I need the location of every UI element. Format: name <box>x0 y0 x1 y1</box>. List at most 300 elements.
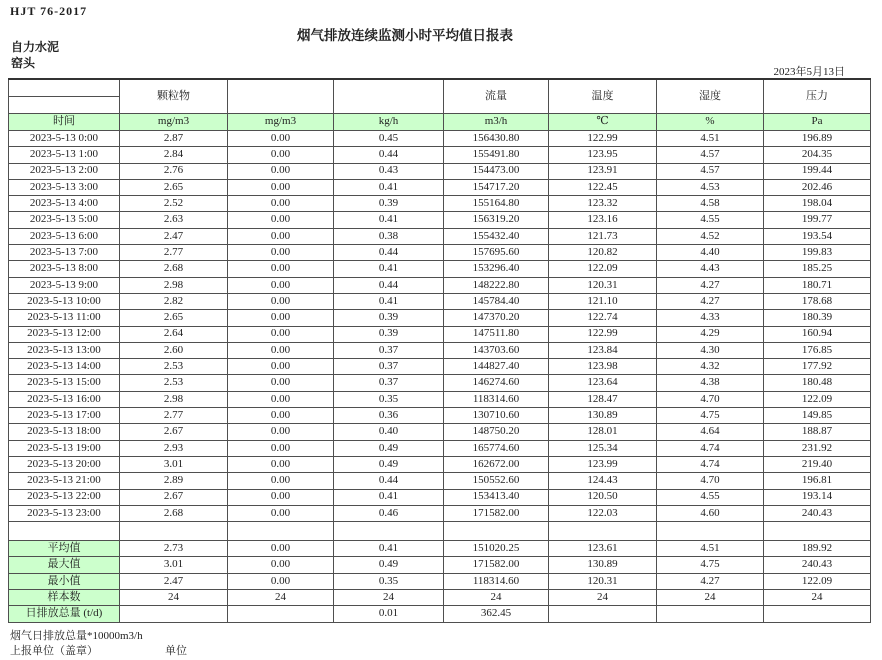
value-cell: 154473.00 <box>444 163 549 179</box>
value-cell: 0.38 <box>334 228 444 244</box>
table-row <box>9 212 871 228</box>
summary-label-cell: 日排放总量 (t/d) <box>9 606 120 622</box>
summary-value-cell: 24 <box>120 590 228 606</box>
value-cell: 128.01 <box>549 424 657 440</box>
time-cell: 2023-5-13 12:00 <box>9 326 120 342</box>
table-row <box>9 456 871 472</box>
value-cell: 0.00 <box>228 147 334 163</box>
report-table <box>8 78 871 623</box>
value-cell: 153413.40 <box>444 489 549 505</box>
value-cell: 160.94 <box>764 326 871 342</box>
value-cell: 0.00 <box>228 342 334 358</box>
value-cell: 4.70 <box>657 391 764 407</box>
value-cell: 2.77 <box>120 408 228 424</box>
value-cell: 4.53 <box>657 179 764 195</box>
summary-value-cell: 0.00 <box>228 573 334 589</box>
value-cell: 121.73 <box>549 228 657 244</box>
value-cell: 4.52 <box>657 228 764 244</box>
value-cell: 145784.40 <box>444 293 549 309</box>
summary-value-cell <box>764 606 871 622</box>
value-cell: 0.00 <box>228 196 334 212</box>
value-cell: 147370.20 <box>444 310 549 326</box>
time-cell: 2023-5-13 1:00 <box>9 147 120 163</box>
value-cell: 0.41 <box>334 489 444 505</box>
value-cell: 0.00 <box>228 277 334 293</box>
value-cell: 231.92 <box>764 440 871 456</box>
value-cell: 130.89 <box>549 408 657 424</box>
table-row <box>9 310 871 326</box>
value-cell: 0.49 <box>334 440 444 456</box>
time-cell: 2023-5-13 18:00 <box>9 424 120 440</box>
summary-row <box>9 573 871 589</box>
summary-value-cell <box>228 606 334 622</box>
value-cell: 4.60 <box>657 505 764 521</box>
summary-row <box>9 590 871 606</box>
summary-value-cell: 189.92 <box>764 541 871 557</box>
value-cell: 2.76 <box>120 163 228 179</box>
value-cell: 0.44 <box>334 473 444 489</box>
value-cell: 0.00 <box>228 310 334 326</box>
table-row <box>9 375 871 391</box>
summary-value-cell: 240.43 <box>764 557 871 573</box>
value-cell: 0.41 <box>334 261 444 277</box>
spacer-cell <box>120 522 228 541</box>
unit-celsius: ℃ <box>549 114 657 131</box>
value-cell: 150552.60 <box>444 473 549 489</box>
value-cell: 180.71 <box>764 277 871 293</box>
header-blank-col3 <box>228 79 334 114</box>
summary-value-cell: 24 <box>228 590 334 606</box>
table-row <box>9 196 871 212</box>
summary-value-cell: 123.61 <box>549 541 657 557</box>
summary-label-cell: 最大值 <box>9 557 120 573</box>
value-cell: 2.53 <box>120 359 228 375</box>
table-head <box>9 79 871 131</box>
time-cell: 2023-5-13 5:00 <box>9 212 120 228</box>
summary-value-cell: 171582.00 <box>444 557 549 573</box>
value-cell: 0.00 <box>228 505 334 521</box>
value-cell: 177.92 <box>764 359 871 375</box>
value-cell: 4.27 <box>657 277 764 293</box>
value-cell: 155164.80 <box>444 196 549 212</box>
table-row <box>9 359 871 375</box>
value-cell: 157695.60 <box>444 245 549 261</box>
value-cell: 148222.80 <box>444 277 549 293</box>
spacer-cell <box>334 522 444 541</box>
group-header-row <box>9 79 871 97</box>
value-cell: 2.87 <box>120 131 228 147</box>
value-cell: 180.48 <box>764 375 871 391</box>
table-row <box>9 228 871 244</box>
table-row <box>9 408 871 424</box>
value-cell: 156319.20 <box>444 212 549 228</box>
unit-m3-h: m3/h <box>444 114 549 131</box>
value-cell: 4.29 <box>657 326 764 342</box>
value-cell: 0.00 <box>228 375 334 391</box>
value-cell: 149.85 <box>764 408 871 424</box>
unit-percent: % <box>657 114 764 131</box>
value-cell: 2.65 <box>120 179 228 195</box>
value-cell: 123.91 <box>549 163 657 179</box>
value-cell: 0.49 <box>334 456 444 472</box>
value-cell: 4.43 <box>657 261 764 277</box>
table-row <box>9 293 871 309</box>
value-cell: 143703.60 <box>444 342 549 358</box>
summary-value-cell: 3.01 <box>120 557 228 573</box>
value-cell: 4.32 <box>657 359 764 375</box>
value-cell: 2.47 <box>120 228 228 244</box>
summary-value-cell <box>657 606 764 622</box>
value-cell: 0.00 <box>228 359 334 375</box>
value-cell: 180.39 <box>764 310 871 326</box>
value-cell: 4.38 <box>657 375 764 391</box>
value-cell: 2.60 <box>120 342 228 358</box>
table-row <box>9 342 871 358</box>
value-cell: 2.77 <box>120 245 228 261</box>
header-flow: 流量 <box>444 79 549 114</box>
value-cell: 0.00 <box>228 131 334 147</box>
time-cell: 2023-5-13 10:00 <box>9 293 120 309</box>
value-cell: 125.34 <box>549 440 657 456</box>
unit-label: 单位 <box>165 645 187 657</box>
value-cell: 123.32 <box>549 196 657 212</box>
value-cell: 199.44 <box>764 163 871 179</box>
value-cell: 2.98 <box>120 391 228 407</box>
value-cell: 4.70 <box>657 473 764 489</box>
value-cell: 204.35 <box>764 147 871 163</box>
header-blank-bottom-cell <box>9 97 120 114</box>
value-cell: 2.89 <box>120 473 228 489</box>
summary-value-cell: 0.01 <box>334 606 444 622</box>
time-cell: 2023-5-13 19:00 <box>9 440 120 456</box>
value-cell: 2.93 <box>120 440 228 456</box>
value-cell: 122.09 <box>549 261 657 277</box>
summary-value-cell: 2.73 <box>120 541 228 557</box>
spacer-cell <box>764 522 871 541</box>
summary-value-cell: 24 <box>764 590 871 606</box>
value-cell: 0.00 <box>228 424 334 440</box>
value-cell: 2.68 <box>120 505 228 521</box>
summary-value-cell: 0.49 <box>334 557 444 573</box>
header-humidity: 湿度 <box>657 79 764 114</box>
value-cell: 185.25 <box>764 261 871 277</box>
value-cell: 0.00 <box>228 326 334 342</box>
value-cell: 0.00 <box>228 391 334 407</box>
header-pressure: 压力 <box>764 79 871 114</box>
value-cell: 2.64 <box>120 326 228 342</box>
standard-code: HJT 76-2017 <box>10 4 88 18</box>
value-cell: 0.37 <box>334 375 444 391</box>
summary-value-cell: 0.41 <box>334 541 444 557</box>
value-cell: 0.00 <box>228 456 334 472</box>
time-cell: 2023-5-13 0:00 <box>9 131 120 147</box>
value-cell: 193.14 <box>764 489 871 505</box>
time-cell: 2023-5-13 20:00 <box>9 456 120 472</box>
value-cell: 123.84 <box>549 342 657 358</box>
table-row <box>9 261 871 277</box>
summary-value-cell: 4.75 <box>657 557 764 573</box>
time-cell: 2023-5-13 3:00 <box>9 179 120 195</box>
value-cell: 0.41 <box>334 179 444 195</box>
value-cell: 4.51 <box>657 131 764 147</box>
value-cell: 4.33 <box>657 310 764 326</box>
spacer-cell <box>9 522 120 541</box>
value-cell: 0.37 <box>334 359 444 375</box>
value-cell: 0.40 <box>334 424 444 440</box>
table-row <box>9 179 871 195</box>
summary-row <box>9 541 871 557</box>
data-rows <box>9 131 871 522</box>
summary-label-cell: 最小值 <box>9 573 120 589</box>
spacer-cell <box>549 522 657 541</box>
value-cell: 188.87 <box>764 424 871 440</box>
table-row <box>9 489 871 505</box>
value-cell: 193.54 <box>764 228 871 244</box>
value-cell: 2.52 <box>120 196 228 212</box>
value-cell: 4.40 <box>657 245 764 261</box>
company-name: 自力水泥 <box>11 40 60 54</box>
value-cell: 0.00 <box>228 408 334 424</box>
value-cell: 0.44 <box>334 147 444 163</box>
value-cell: 0.00 <box>228 163 334 179</box>
summary-value-cell: 24 <box>444 590 549 606</box>
summary-value-cell: 0.00 <box>228 541 334 557</box>
summary-value-cell: 2.47 <box>120 573 228 589</box>
value-cell: 0.00 <box>228 440 334 456</box>
report-date: 2023年5月13日 <box>773 66 845 78</box>
value-cell: 144827.40 <box>444 359 549 375</box>
summary-value-cell: 0.00 <box>228 557 334 573</box>
value-cell: 130710.60 <box>444 408 549 424</box>
value-cell: 123.98 <box>549 359 657 375</box>
table-row <box>9 424 871 440</box>
table-row <box>9 505 871 521</box>
footnote: 烟气日排放总量*10000m3/h <box>10 630 143 642</box>
value-cell: 4.64 <box>657 424 764 440</box>
header-particulate: 颗粒物 <box>120 79 228 114</box>
summary-row <box>9 557 871 573</box>
value-cell: 2.98 <box>120 277 228 293</box>
table-row <box>9 440 871 456</box>
summary-value-cell <box>549 606 657 622</box>
value-cell: 122.99 <box>549 326 657 342</box>
table-row <box>9 326 871 342</box>
value-cell: 0.36 <box>334 408 444 424</box>
table-row <box>9 391 871 407</box>
value-cell: 122.99 <box>549 131 657 147</box>
value-cell: 2.67 <box>120 424 228 440</box>
value-cell: 0.37 <box>334 342 444 358</box>
value-cell: 0.39 <box>334 196 444 212</box>
value-cell: 171582.00 <box>444 505 549 521</box>
value-cell: 165774.60 <box>444 440 549 456</box>
report-unit-label: 上报单位（盖章） <box>10 645 98 657</box>
unit-row <box>9 114 871 131</box>
summary-value-cell: 24 <box>334 590 444 606</box>
value-cell: 0.00 <box>228 489 334 505</box>
time-cell: 2023-5-13 13:00 <box>9 342 120 358</box>
value-cell: 0.00 <box>228 212 334 228</box>
summary-label-cell: 平均值 <box>9 541 120 557</box>
table-row <box>9 147 871 163</box>
value-cell: 122.45 <box>549 179 657 195</box>
summary-value-cell: 151020.25 <box>444 541 549 557</box>
summary-rows <box>9 541 871 622</box>
value-cell: 0.00 <box>228 179 334 195</box>
unit-pa: Pa <box>764 114 871 131</box>
value-cell: 155491.80 <box>444 147 549 163</box>
unit-kg-h: kg/h <box>334 114 444 131</box>
table-row <box>9 131 871 147</box>
value-cell: 0.39 <box>334 326 444 342</box>
value-cell: 0.00 <box>228 245 334 261</box>
value-cell: 0.00 <box>228 261 334 277</box>
value-cell: 2.67 <box>120 489 228 505</box>
time-cell: 2023-5-13 11:00 <box>9 310 120 326</box>
monitoring-point: 窑头 <box>11 56 36 70</box>
value-cell: 124.43 <box>549 473 657 489</box>
value-cell: 240.43 <box>764 505 871 521</box>
report-title: 烟气排放连续监测小时平均值日报表 <box>297 28 513 43</box>
spacer-cell <box>444 522 549 541</box>
summary-value-cell: 24 <box>549 590 657 606</box>
table-row <box>9 473 871 489</box>
value-cell: 2.68 <box>120 261 228 277</box>
value-cell: 4.74 <box>657 456 764 472</box>
summary-value-cell: 362.45 <box>444 606 549 622</box>
summary-value-cell: 122.09 <box>764 573 871 589</box>
table-row <box>9 245 871 261</box>
value-cell: 202.46 <box>764 179 871 195</box>
value-cell: 0.44 <box>334 277 444 293</box>
value-cell: 155432.40 <box>444 228 549 244</box>
time-cell: 2023-5-13 23:00 <box>9 505 120 521</box>
summary-value-cell: 4.51 <box>657 541 764 557</box>
summary-value-cell: 120.31 <box>549 573 657 589</box>
value-cell: 199.77 <box>764 212 871 228</box>
spacer-cell <box>657 522 764 541</box>
value-cell: 4.55 <box>657 489 764 505</box>
value-cell: 0.44 <box>334 245 444 261</box>
summary-value-cell: 130.89 <box>549 557 657 573</box>
table-row <box>9 163 871 179</box>
time-cell: 2023-5-13 7:00 <box>9 245 120 261</box>
value-cell: 176.85 <box>764 342 871 358</box>
value-cell: 4.27 <box>657 293 764 309</box>
summary-value-cell: 118314.60 <box>444 573 549 589</box>
spacer-cell <box>228 522 334 541</box>
value-cell: 2.63 <box>120 212 228 228</box>
value-cell: 0.00 <box>228 228 334 244</box>
value-cell: 196.81 <box>764 473 871 489</box>
spacer-section <box>9 522 871 541</box>
time-cell: 2023-5-13 22:00 <box>9 489 120 505</box>
summary-row <box>9 606 871 622</box>
time-cell: 2023-5-13 15:00 <box>9 375 120 391</box>
value-cell: 198.04 <box>764 196 871 212</box>
value-cell: 178.68 <box>764 293 871 309</box>
value-cell: 2.82 <box>120 293 228 309</box>
value-cell: 122.03 <box>549 505 657 521</box>
value-cell: 0.45 <box>334 131 444 147</box>
value-cell: 148750.20 <box>444 424 549 440</box>
value-cell: 0.35 <box>334 391 444 407</box>
time-cell: 2023-5-13 2:00 <box>9 163 120 179</box>
value-cell: 122.74 <box>549 310 657 326</box>
value-cell: 4.55 <box>657 212 764 228</box>
value-cell: 4.58 <box>657 196 764 212</box>
value-cell: 118314.60 <box>444 391 549 407</box>
value-cell: 196.89 <box>764 131 871 147</box>
time-cell: 2023-5-13 4:00 <box>9 196 120 212</box>
time-cell: 2023-5-13 16:00 <box>9 391 120 407</box>
value-cell: 123.16 <box>549 212 657 228</box>
spacer-row <box>9 522 871 541</box>
value-cell: 219.40 <box>764 456 871 472</box>
value-cell: 2.53 <box>120 375 228 391</box>
value-cell: 128.47 <box>549 391 657 407</box>
time-cell: 2023-5-13 9:00 <box>9 277 120 293</box>
value-cell: 0.41 <box>334 212 444 228</box>
value-cell: 154717.20 <box>444 179 549 195</box>
value-cell: 0.41 <box>334 293 444 309</box>
value-cell: 123.64 <box>549 375 657 391</box>
value-cell: 121.10 <box>549 293 657 309</box>
value-cell: 2.84 <box>120 147 228 163</box>
value-cell: 0.00 <box>228 293 334 309</box>
value-cell: 4.57 <box>657 147 764 163</box>
time-column-header: 时间 <box>9 114 120 131</box>
value-cell: 123.95 <box>549 147 657 163</box>
header-blank-col4 <box>334 79 444 114</box>
value-cell: 4.74 <box>657 440 764 456</box>
header-blank-top-cell <box>9 79 120 97</box>
summary-value-cell <box>120 606 228 622</box>
value-cell: 153296.40 <box>444 261 549 277</box>
table-row <box>9 277 871 293</box>
value-cell: 0.46 <box>334 505 444 521</box>
value-cell: 156430.80 <box>444 131 549 147</box>
summary-label-cell: 样本数 <box>9 590 120 606</box>
time-cell: 2023-5-13 8:00 <box>9 261 120 277</box>
value-cell: 0.00 <box>228 473 334 489</box>
value-cell: 162672.00 <box>444 456 549 472</box>
value-cell: 0.39 <box>334 310 444 326</box>
value-cell: 122.09 <box>764 391 871 407</box>
time-cell: 2023-5-13 14:00 <box>9 359 120 375</box>
unit-mg-m3-2: mg/m3 <box>228 114 334 131</box>
value-cell: 2.65 <box>120 310 228 326</box>
value-cell: 123.99 <box>549 456 657 472</box>
value-cell: 3.01 <box>120 456 228 472</box>
time-cell: 2023-5-13 17:00 <box>9 408 120 424</box>
value-cell: 4.75 <box>657 408 764 424</box>
value-cell: 120.50 <box>549 489 657 505</box>
time-cell: 2023-5-13 21:00 <box>9 473 120 489</box>
value-cell: 120.82 <box>549 245 657 261</box>
value-cell: 120.31 <box>549 277 657 293</box>
value-cell: 0.43 <box>334 163 444 179</box>
value-cell: 4.57 <box>657 163 764 179</box>
value-cell: 147511.80 <box>444 326 549 342</box>
summary-value-cell: 24 <box>657 590 764 606</box>
header-temperature: 温度 <box>549 79 657 114</box>
summary-value-cell: 4.27 <box>657 573 764 589</box>
value-cell: 146274.60 <box>444 375 549 391</box>
unit-mg-m3-1: mg/m3 <box>120 114 228 131</box>
value-cell: 199.83 <box>764 245 871 261</box>
value-cell: 4.30 <box>657 342 764 358</box>
